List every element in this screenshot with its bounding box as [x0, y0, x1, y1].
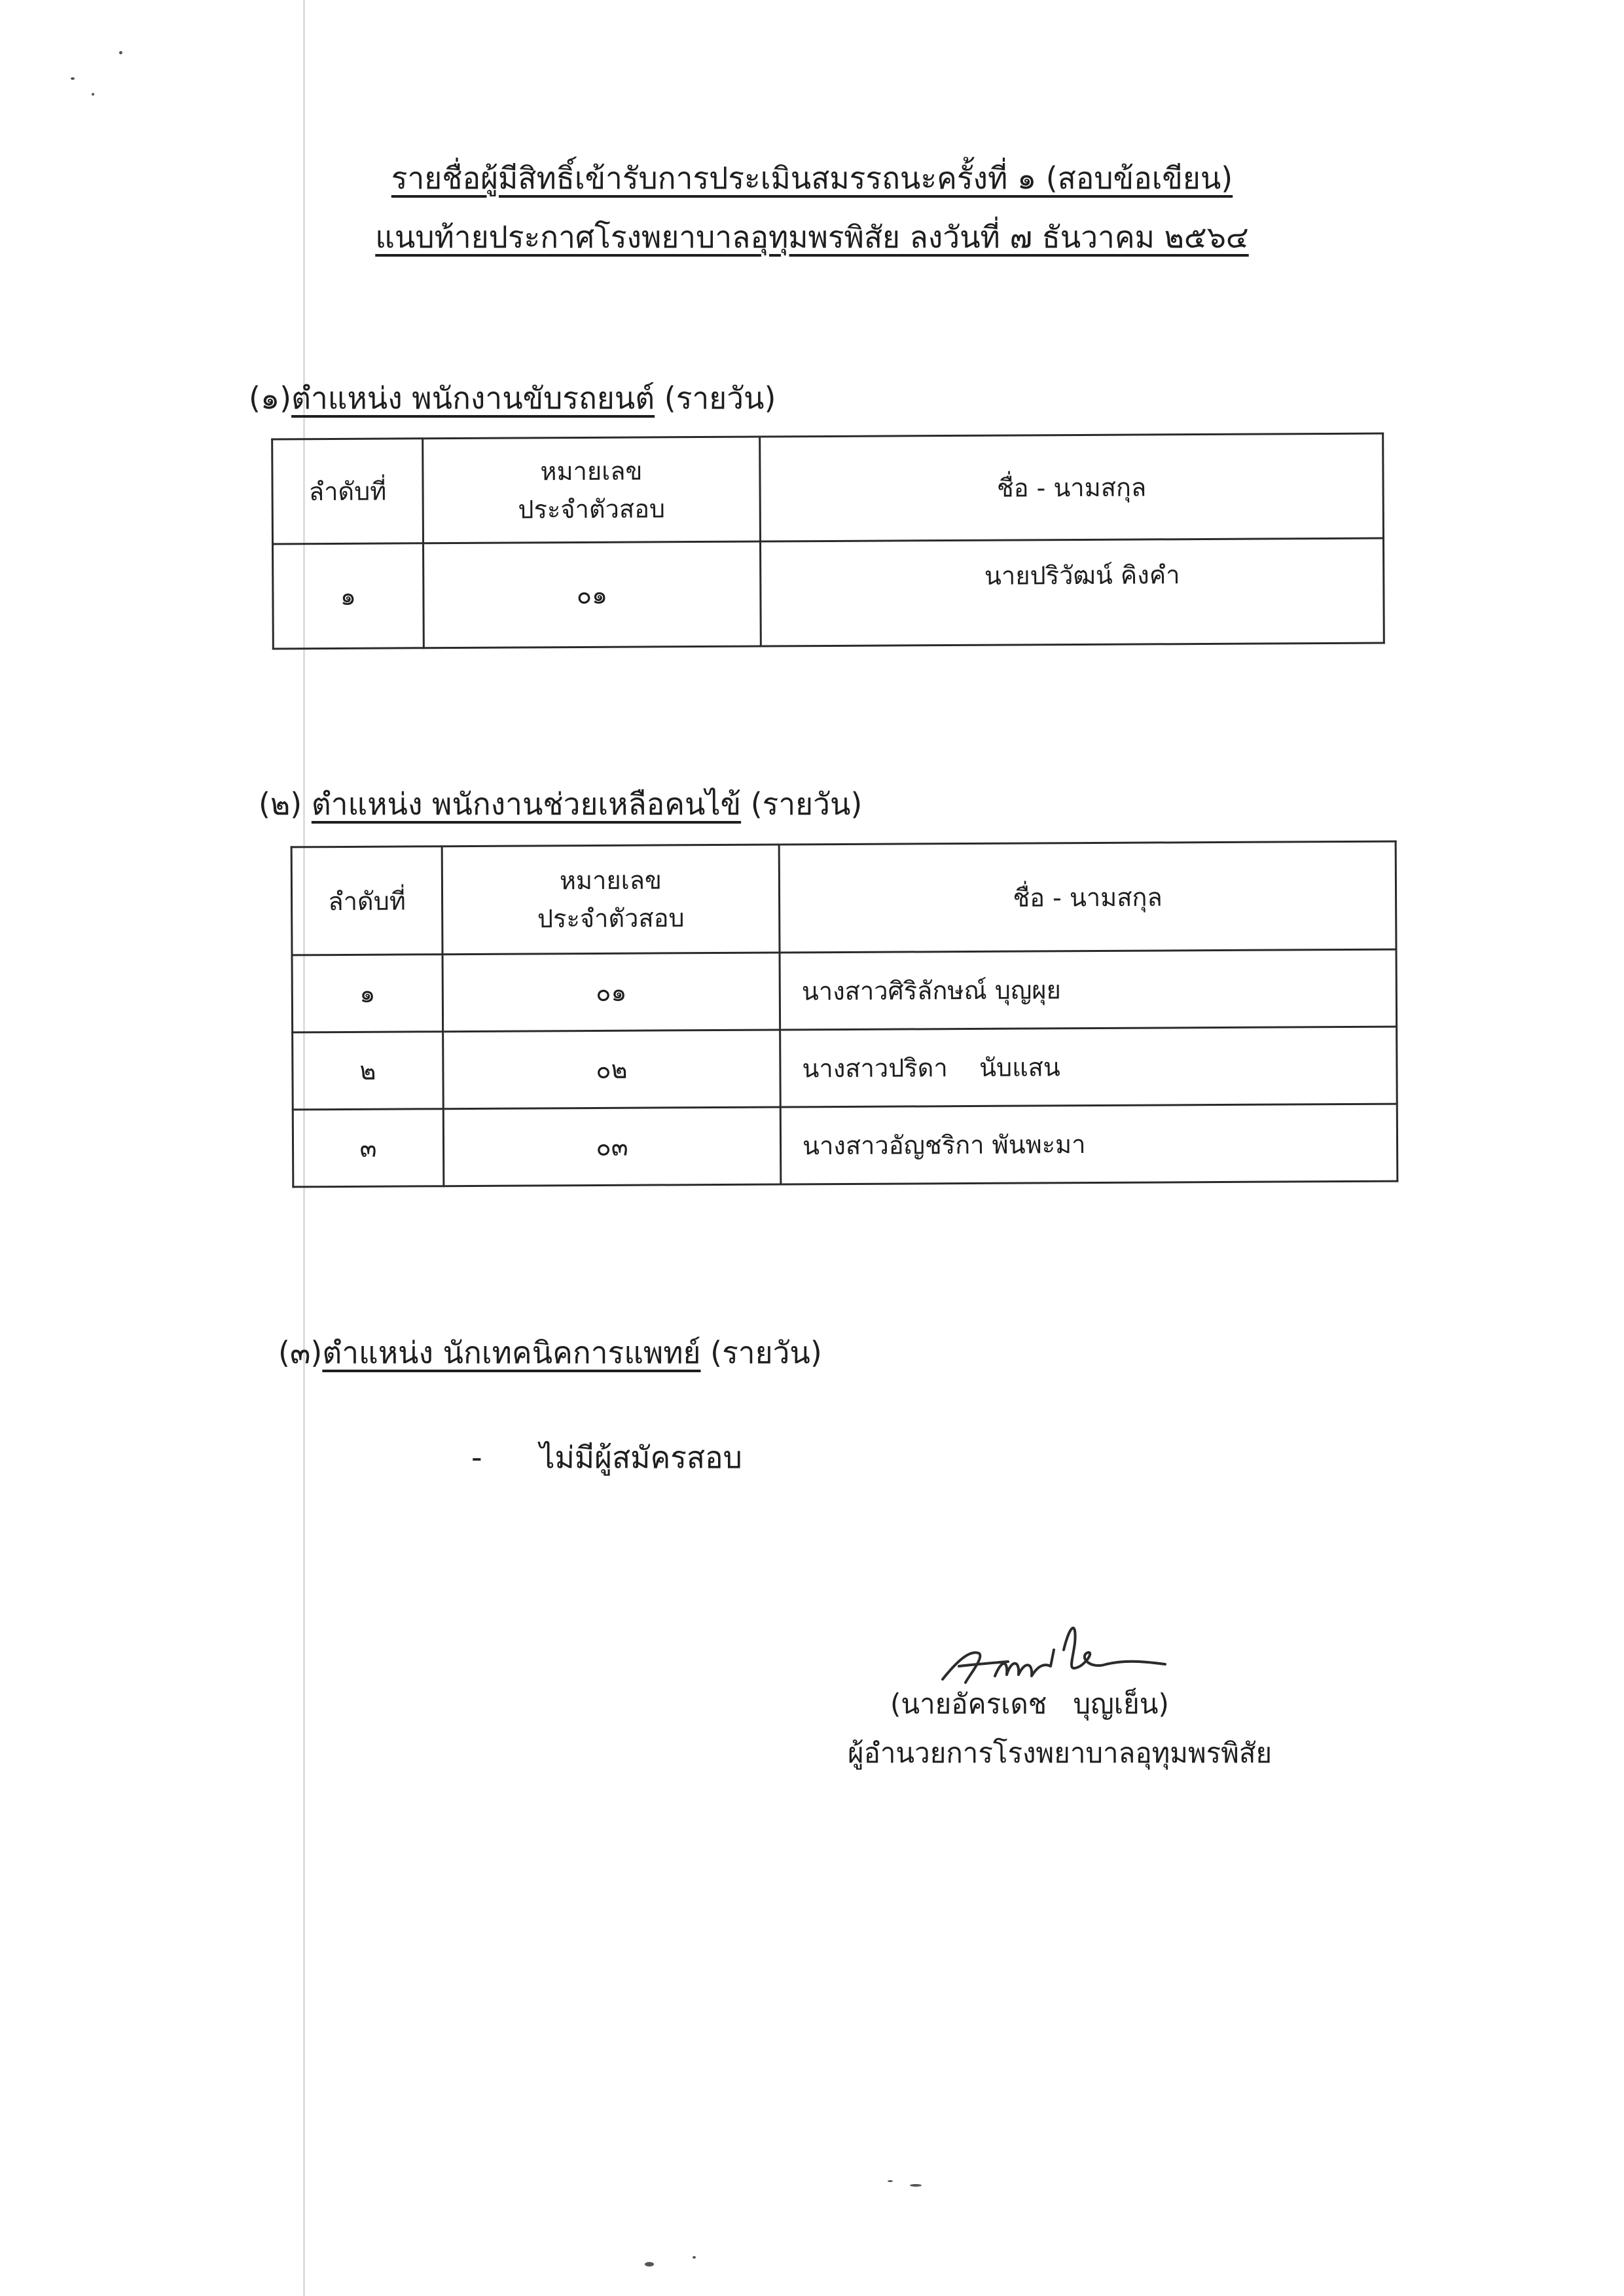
section-number: (๑) [249, 380, 292, 416]
section-number: (๓) [278, 1335, 323, 1370]
no-applicants-note: - ไม่มีผู้สมัครสอบ [471, 1440, 742, 1475]
scan-speck [71, 77, 75, 80]
row-name: นางสาวศิริลักษณ์ บุญผุย [780, 949, 1397, 1030]
section-2-table [291, 841, 1399, 1188]
scan-speck [910, 2184, 922, 2187]
row-name: นายปริวัฒน์ คิงคำ [761, 538, 1384, 646]
row-no: ๑ [273, 543, 424, 649]
row-name: นางสาวปริดา นับแสน [780, 1027, 1398, 1107]
column-header-name: ชื่อ - นามสกุล [779, 841, 1396, 953]
section-1-heading [249, 374, 776, 422]
column-header-exam-id: หมายเลข ประจำตัวสอบ [423, 437, 761, 543]
row-exam-id: ๐๒ [443, 1030, 781, 1109]
table-header-row [272, 433, 1384, 544]
column-header-name: ชื่อ - นามสกุล [760, 433, 1384, 541]
position-name: ตำแหน่ง พนักงานช่วยเหลือคนไข้ [311, 786, 742, 822]
employment-type: (รายวัน) [664, 380, 776, 416]
scan-speck [693, 2256, 696, 2259]
row-exam-id: ๐๓ [443, 1107, 781, 1186]
section-3-heading [278, 1329, 822, 1377]
table-row [293, 1027, 1398, 1110]
section-number: (๒) [259, 786, 302, 822]
employment-type: (รายวัน) [710, 1335, 822, 1370]
signer-name: (นายอัครเดช บุญเย็น) [890, 1688, 1169, 1720]
row-no: ๓ [293, 1109, 444, 1187]
row-exam-id: ๐๑ [442, 953, 780, 1032]
position-name: ตำแหน่ง นักเทคนิคการแพทย์ [322, 1335, 701, 1370]
row-name: นางสาวอัญชริกา พันพะมา [780, 1104, 1398, 1184]
employment-type: (รายวัน) [750, 786, 863, 822]
row-no: ๑ [292, 955, 443, 1032]
table-header-row [291, 841, 1396, 955]
table-row [273, 538, 1384, 649]
column-header-no: ลำดับที่ [291, 847, 442, 955]
scan-speck [119, 51, 122, 54]
scan-speck [92, 93, 94, 96]
document-title-line-1: รายชื่อผู้มีสิทธิ์เข้ารับการประเมินสมรรถนะครั้งที่ ๑ (สอบข้อเขียน) [391, 160, 1233, 196]
row-no: ๒ [293, 1032, 444, 1110]
document-title-line-2: แนบท้ายประกาศโรงพยาบาลอุทุมพรพิสัย ลงวันที่ ๗ ธันวาคม ๒๕๖๔ [375, 219, 1249, 255]
scan-speck [888, 2180, 893, 2182]
table-row [293, 1104, 1398, 1187]
signer-title: ผู้อำนวยการโรงพยาบาลอุทุมพรพิสัย [848, 1737, 1272, 1769]
column-header-no: ลำดับที่ [272, 439, 424, 544]
scan-speck [645, 2262, 654, 2267]
table-row [292, 949, 1397, 1032]
section-1-table [271, 433, 1385, 650]
position-name: ตำแหน่ง พนักงานขับรถยนต์ [291, 380, 655, 416]
column-header-exam-id: หมายเลข ประจำตัวสอบ [442, 845, 780, 955]
row-exam-id: ๐๑ [424, 541, 761, 648]
section-2-heading [259, 780, 862, 828]
